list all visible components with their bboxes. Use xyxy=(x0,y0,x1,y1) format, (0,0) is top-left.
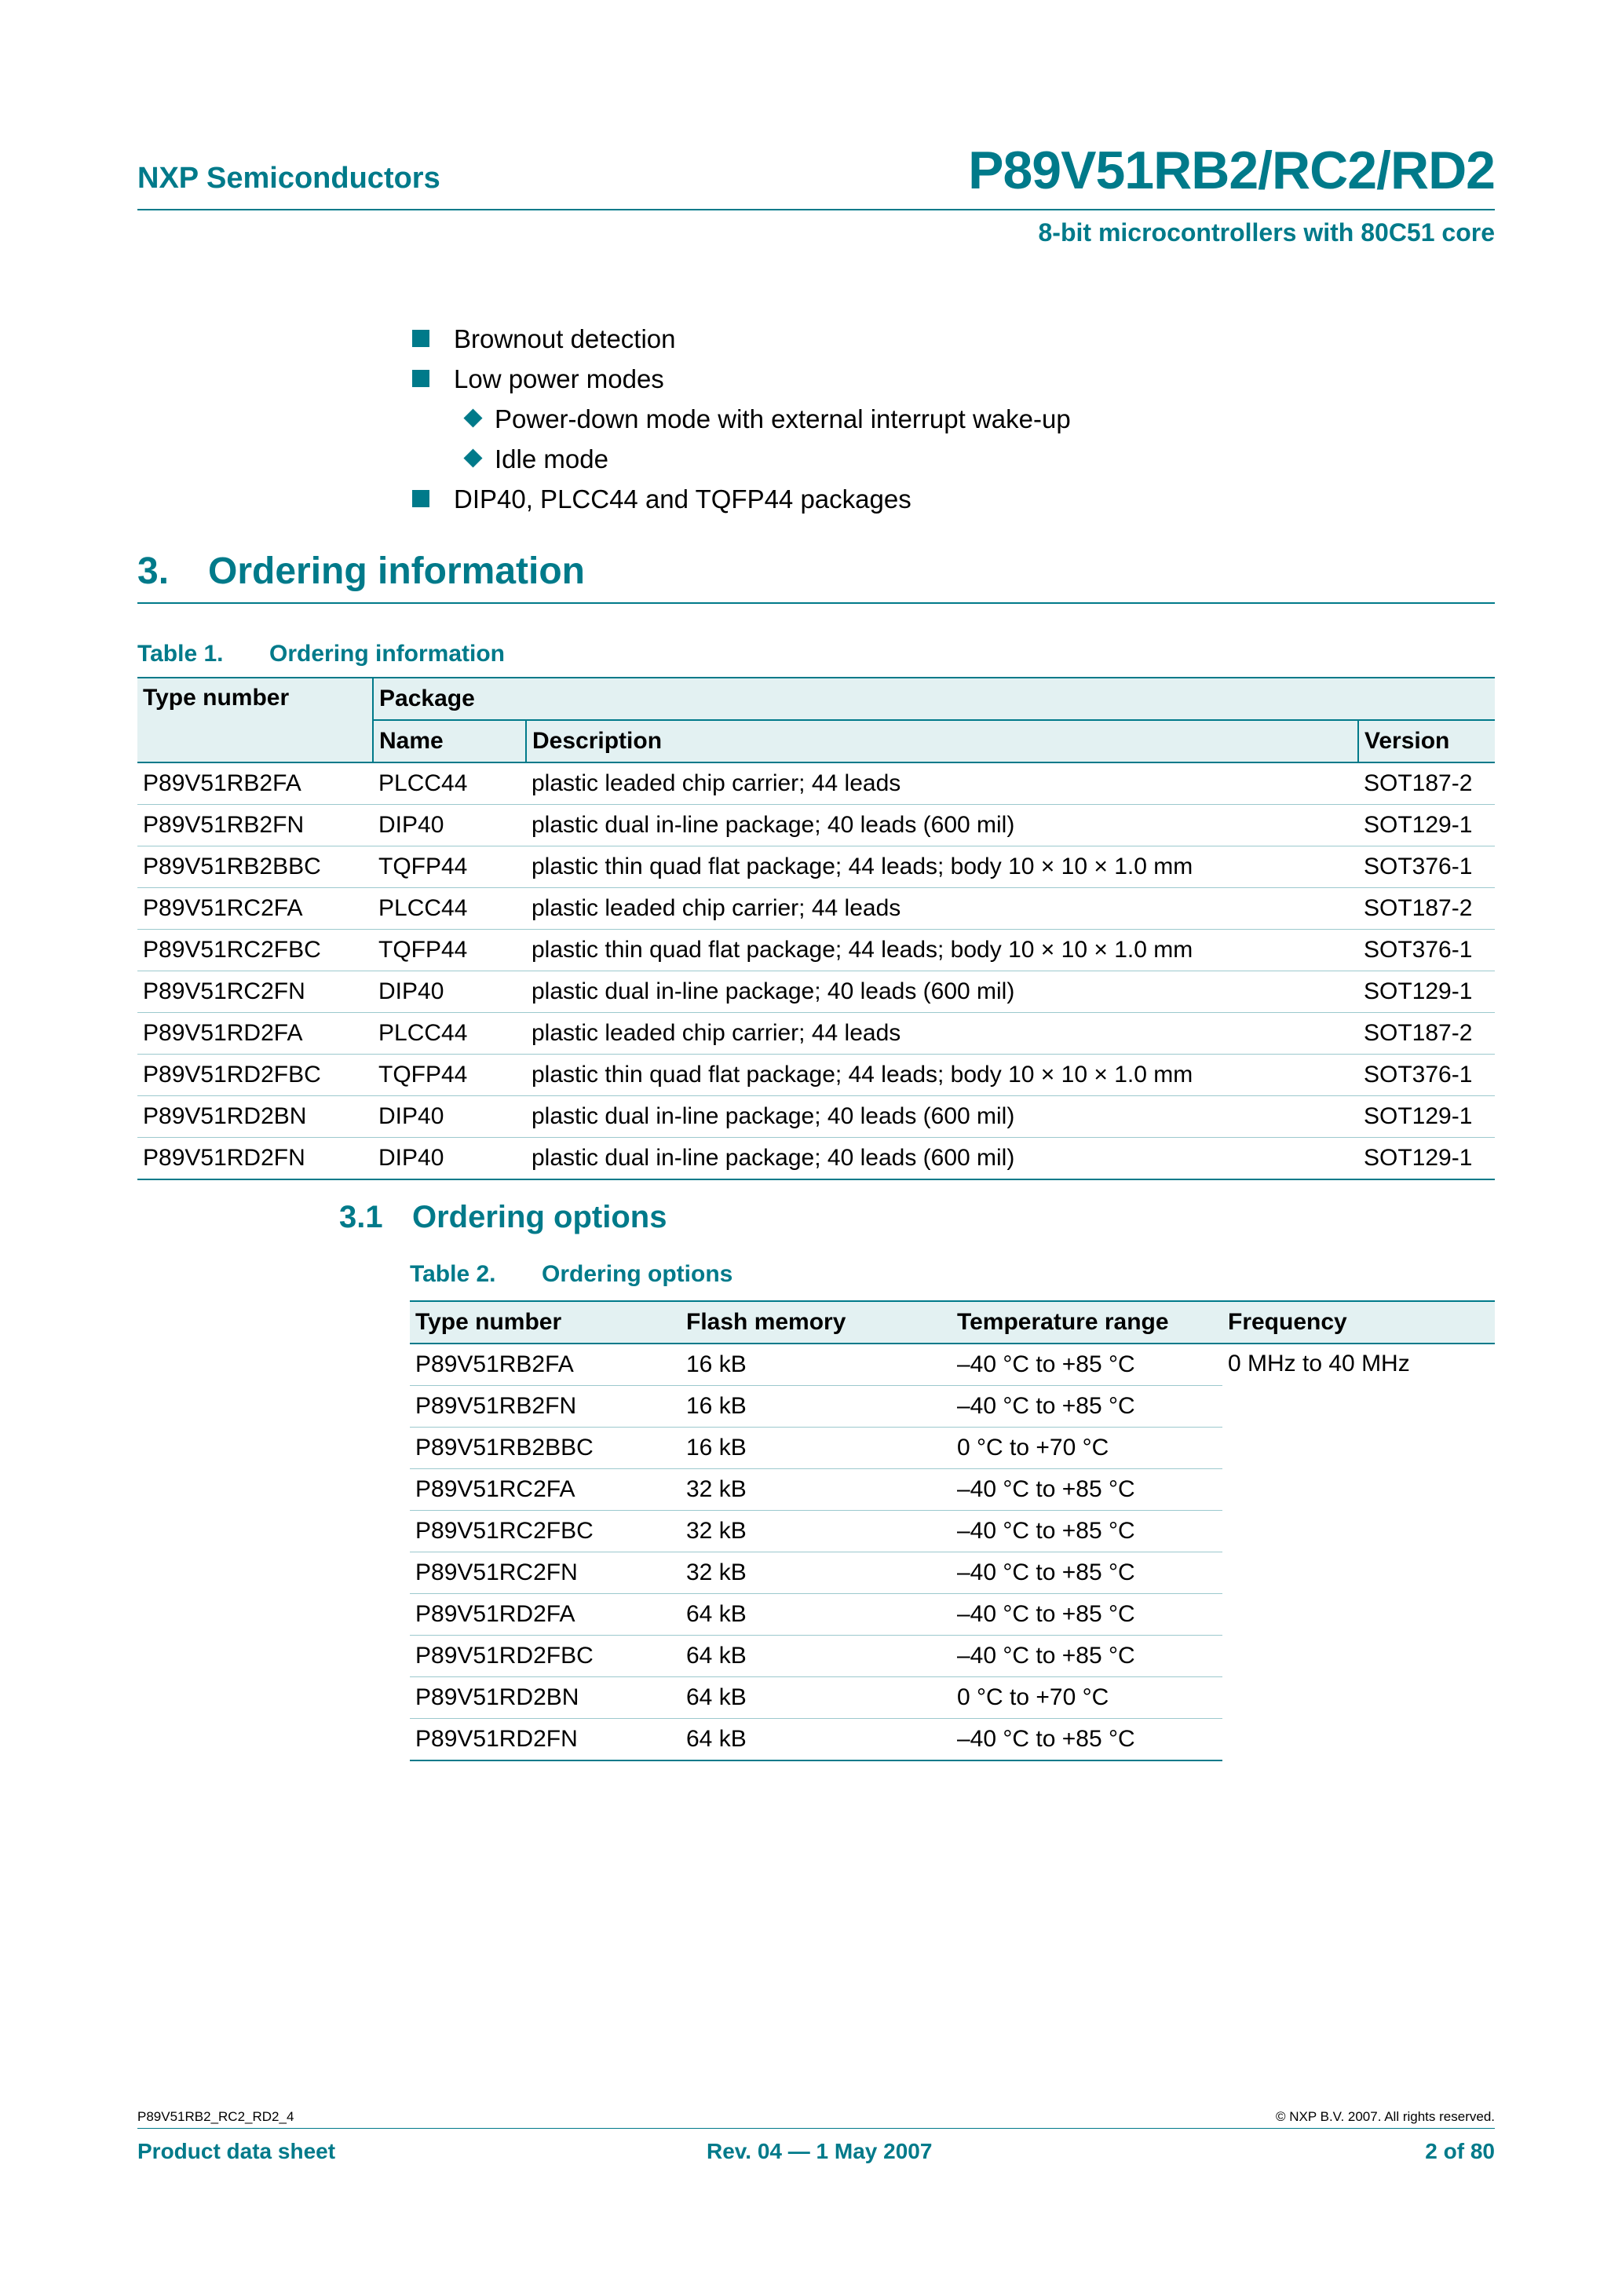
table-cell: 16 kB xyxy=(681,1386,952,1428)
table-cell: 16 kB xyxy=(686,1351,747,1377)
table-cell: plastic dual in-line package; 40 leads (600 mil) xyxy=(526,971,1358,1013)
feature-list xyxy=(408,319,1492,519)
table-cell: P89V51RC2FN xyxy=(137,971,373,1013)
table-row xyxy=(137,805,1495,846)
table-cell: plastic thin quad flat package; 44 leads; body 10 × 10 × 1.0 mm xyxy=(526,1055,1358,1096)
table-row xyxy=(137,888,1495,930)
table-caption: Table 1. Ordering information xyxy=(137,641,505,667)
table-cell: plastic dual in-line package; 40 leads (600 mil) xyxy=(526,1096,1358,1138)
column-header: Temperature range xyxy=(952,1301,1222,1344)
revision: Rev. 04 — 1 May 2007 xyxy=(707,2139,933,2163)
table-cell: SOT187-2 xyxy=(1358,762,1495,805)
subsection-heading xyxy=(339,1200,667,1235)
company-name: NXP Semiconductors xyxy=(137,162,440,195)
footer-divider xyxy=(137,2128,1495,2129)
table-cell: P89V51RC2FBC xyxy=(137,930,373,971)
table-cell: SOT376-1 xyxy=(1358,1055,1495,1096)
table-cell: –40 °C to +85 °C xyxy=(952,1594,1222,1636)
table-cell: SOT129-1 xyxy=(1358,1096,1495,1138)
table-cell: –40 °C to +85 °C xyxy=(952,1386,1222,1428)
table-cell: SOT187-2 xyxy=(1358,888,1495,930)
table-cell: 0 °C to +70 °C xyxy=(952,1677,1222,1719)
table-cell: –40 °C to +85 °C xyxy=(957,1351,1135,1377)
table-cell: 64 kB xyxy=(681,1719,952,1761)
table-cell: SOT129-1 xyxy=(1358,971,1495,1013)
table-cell: P89V51RD2FA xyxy=(410,1594,681,1636)
column-header: Frequency xyxy=(1222,1301,1495,1344)
table-row xyxy=(137,930,1495,971)
page-number: 2 of 80 xyxy=(1425,2139,1495,2163)
table-cell: P89V51RD2FN xyxy=(137,1138,373,1180)
table-cell: 32 kB xyxy=(681,1511,952,1552)
table-cell: P89V51RC2FA xyxy=(410,1469,681,1511)
column-header: Package xyxy=(373,678,1495,720)
table-cell: TQFP44 xyxy=(373,930,526,971)
table-row xyxy=(137,762,1495,805)
table-cell: SOT376-1 xyxy=(1358,846,1495,888)
table-cell: –40 °C to +85 °C xyxy=(952,1719,1222,1761)
table-cell: –40 °C to +85 °C xyxy=(952,1511,1222,1552)
table-cell: DIP40 xyxy=(373,1138,526,1180)
list-item: Idle mode xyxy=(408,439,1492,479)
table-cell: 64 kB xyxy=(681,1677,952,1719)
table-cell: P89V51RD2FA xyxy=(137,1013,373,1055)
list-item: DIP40, PLCC44 and TQFP44 packages xyxy=(408,479,1492,519)
section-title: Ordering information xyxy=(208,550,585,592)
section-number: 3. xyxy=(137,550,170,592)
list-item: Brownout detection xyxy=(408,319,1492,359)
table-cell: P89V51RC2FBC xyxy=(410,1511,681,1552)
table-cell: P89V51RD2BN xyxy=(137,1096,373,1138)
table-cell: 32 kB xyxy=(681,1552,952,1594)
column-header: Type number xyxy=(410,1301,681,1344)
column-header: Version xyxy=(1358,720,1495,762)
table-cell: PLCC44 xyxy=(373,888,526,930)
table-row xyxy=(137,971,1495,1013)
copyright: © NXP B.V. 2007. All rights reserved. xyxy=(1275,2109,1495,2124)
table-row xyxy=(137,846,1495,888)
diamond-bullet-icon xyxy=(463,448,482,467)
ordering-options-table xyxy=(410,1300,1495,1761)
table-cell: P89V51RB2BBC xyxy=(137,846,373,888)
table-cell: plastic leaded chip carrier; 44 leads xyxy=(526,888,1358,930)
table-cell: 32 kB xyxy=(681,1469,952,1511)
table-cell: plastic dual in-line package; 40 leads (600 mil) xyxy=(526,805,1358,846)
section-title: Ordering options xyxy=(412,1200,667,1234)
column-header: Name xyxy=(373,720,526,762)
table-row xyxy=(137,1138,1495,1180)
table-cell: PLCC44 xyxy=(373,1013,526,1055)
table-cell: P89V51RC2FA xyxy=(137,888,373,930)
square-bullet-icon xyxy=(412,490,429,507)
section-number: 3.1 xyxy=(339,1200,383,1234)
table-cell: DIP40 xyxy=(373,805,526,846)
table-cell: plastic dual in-line package; 40 leads (600 mil) xyxy=(526,1138,1358,1180)
table-cell: P89V51RD2BN xyxy=(410,1677,681,1719)
section-divider xyxy=(137,602,1495,604)
table-cell: 0 °C to +70 °C xyxy=(952,1428,1222,1469)
table-cell: P89V51RB2BBC xyxy=(410,1428,681,1469)
table-cell: 0 MHz to 40 MHz xyxy=(1228,1351,1410,1377)
table-cell: P89V51RB2FN xyxy=(137,805,373,846)
table-cell: P89V51RD2FBC xyxy=(410,1636,681,1677)
section-heading xyxy=(137,550,585,593)
document-type: Product data sheet xyxy=(137,2139,336,2163)
table-cell: PLCC44 xyxy=(373,762,526,805)
table-cell: SOT129-1 xyxy=(1358,1138,1495,1180)
table-cell: SOT129-1 xyxy=(1358,805,1495,846)
table-cell: DIP40 xyxy=(373,1096,526,1138)
table-cell: P89V51RC2FN xyxy=(410,1552,681,1594)
table-cell: P89V51RB2FA xyxy=(415,1351,574,1377)
table-cell: –40 °C to +85 °C xyxy=(952,1636,1222,1677)
table-row xyxy=(137,1055,1495,1096)
table-cell: 16 kB xyxy=(681,1428,952,1469)
table-cell: SOT376-1 xyxy=(1358,930,1495,971)
square-bullet-icon xyxy=(412,370,429,387)
table-cell: 64 kB xyxy=(681,1594,952,1636)
column-header: Description xyxy=(526,720,1358,762)
table-cell: –40 °C to +85 °C xyxy=(952,1552,1222,1594)
table-cell: TQFP44 xyxy=(373,1055,526,1096)
list-item: Power-down mode with external interrupt wake-up xyxy=(408,399,1492,439)
table-cell: TQFP44 xyxy=(373,846,526,888)
header-divider xyxy=(137,209,1495,210)
product-subtitle: 8-bit microcontrollers with 80C51 core xyxy=(1038,218,1495,247)
list-item: Low power modes xyxy=(408,359,1492,399)
table-row xyxy=(137,1096,1495,1138)
ordering-information-table xyxy=(137,677,1495,1180)
table-row xyxy=(410,1344,1495,1386)
table-cell: P89V51RD2FBC xyxy=(137,1055,373,1096)
table-cell: 64 kB xyxy=(681,1636,952,1677)
table-caption: Table 2. Ordering options xyxy=(410,1261,733,1287)
product-title: P89V51RB2/RC2/RD2 xyxy=(968,141,1495,200)
table-row xyxy=(137,1013,1495,1055)
diamond-bullet-icon xyxy=(463,408,482,427)
table-cell: P89V51RB2FN xyxy=(410,1386,681,1428)
table-cell: plastic thin quad flat package; 44 leads; body 10 × 10 × 1.0 mm xyxy=(526,846,1358,888)
table-cell: –40 °C to +85 °C xyxy=(952,1469,1222,1511)
table-cell: plastic leaded chip carrier; 44 leads xyxy=(526,1013,1358,1055)
table-cell: P89V51RD2FN xyxy=(410,1719,681,1761)
table-cell: DIP40 xyxy=(373,971,526,1013)
table-cell: plastic leaded chip carrier; 44 leads xyxy=(526,762,1358,805)
square-bullet-icon xyxy=(412,330,429,347)
table-cell: SOT187-2 xyxy=(1358,1013,1495,1055)
table-cell: plastic thin quad flat package; 44 leads; body 10 × 10 × 1.0 mm xyxy=(526,930,1358,971)
column-header: Type number xyxy=(137,678,373,762)
table-cell: P89V51RB2FA xyxy=(137,762,373,805)
column-header: Flash memory xyxy=(681,1301,952,1344)
document-id: P89V51RB2_RC2_RD2_4 xyxy=(137,2109,294,2124)
